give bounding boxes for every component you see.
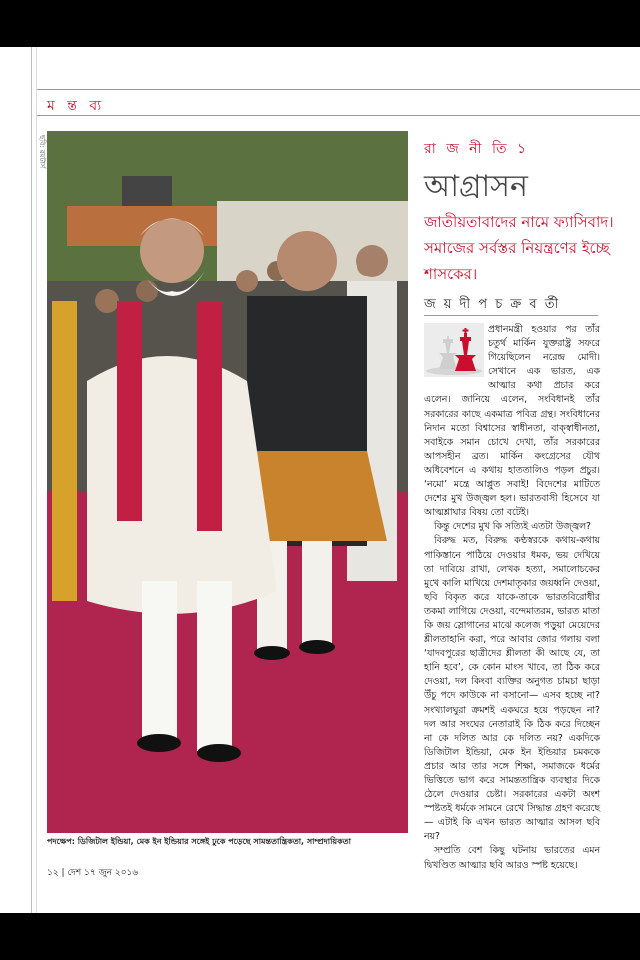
article-strapline: জাতীয়তাবাদের নামে ফ্যাসিবাদ। সমাজের সর্বস্তর নিয়ন্ত্রণের ইচ্ছে শাসকের। — [424, 213, 614, 283]
magazine-page — [0, 47, 640, 913]
lead-photo — [47, 131, 408, 833]
page-gutter-inner — [36, 47, 37, 913]
body-paragraph: বিরুদ্ধ মত, বিরুদ্ধ কণ্ঠস্বরকে কথায়-কথায় পাকিস্তানে পাঠিয়ে দেওয়ার ধমক, ভয় দেখিয়ে তা দাবিয়ে রাখা, লেখক হত্যা, সমালোচকের মুখে কালি মাখিয়ে দেশমাতৃকার জয়ধ্বনি দেওয়া, ছবি বিকৃত করে যাকে-তাকে ভারতবিরোধীর তকমা লাগিয়ে দেওয়া, বন্দেমাতরম, ভারত মাতা কি জয় স্লোগানের মাঝে কলেজ পড়ুয়া মেয়েদের শ্লীলতাহানি করা, পরে আবার জোর গলায় বলা ‘যাদবপুরের ছাত্রীদের শ্লীলতা কী আছে যে, তা হানি হবে’, কে কোন মাংস খাবে, তা ঠিক করে দেওয়া, দল কিংবা ব্যক্তির অনুগত চামচা ছাড়া উঁচু পদে কাউকে না বসানো— এসব হচ্ছে না? সংখ্যালঘুরা ক্রমশই একঘরে হয়ে পড়ছেন না? দল আর সংঘের নেতারাই কি ঠিক করে দিচ্ছেন না কে দলিত আর কে দলিত নয়? একদিকে ডিজিটাল ইন্ডিয়া, মেক ইন ইন্ডিয়ার চমককে প্রচার আর তার সঙ্গে শিক্ষা, সমাজকে ধর্মের ভিত্তিতে ভাগ করে সামন্ততান্ত্রিক ব্যবস্থার দিকে ঠেলে দেওয়ার চেষ্টা। সরকারের একটা অংশ স্পষ্টতই ধর্মকে সামনে রেখে সিদ্ধান্ত গ্রহণ করেছে— এটাই কি এখন ভারত আত্মার আসল ছবি নয়? — [424, 535, 600, 843]
body-paragraph: সম্প্রতি বেশ কিছু ঘটনায় ভারতের এমন দ্বিখণ্ডিত আত্মার ছবি আরও স্পষ্ট হয়েছে। — [424, 845, 600, 871]
lead-photo-illustration — [47, 131, 408, 833]
body-paragraph: কিন্তু দেশের মুখ কি সত্যিই এতটা উজ্জ্বল? — [434, 521, 591, 533]
header-rule — [37, 89, 640, 90]
author-rule — [424, 315, 598, 316]
article-rubric: রা জ নী তি ১ — [424, 141, 530, 157]
article-headline: আগ্রাসন — [424, 169, 528, 204]
photo-credit: ছবি: রয়টার্স — [38, 135, 46, 169]
section-rule — [37, 115, 640, 116]
page-footer: ১২ | দেশ ১৭ জুন ২০১৬ — [47, 868, 139, 878]
page-gutter — [31, 47, 32, 913]
article-body — [424, 323, 600, 873]
article-author: জ য় দী প চ ক্র ব র্তী — [424, 297, 561, 312]
chess-piece-image — [424, 323, 488, 380]
body-paragraph: প্রধানমন্ত্রী হওয়ার পর তাঁর চতুর্থ মার্কিন যুক্তরাষ্ট্র সফরে গিয়েছিলেন নরেন্দ্র মোদী। সেখানে এক ভারত, এক আত্মার কথা প্রচার করে এলেন। জানিয়ে এলেন, সংবিধানই তাঁর সরকারের কাছে একমাত্র পবিত্র গ্রন্থ। সংবিধানের নিদান মতো বিশ্বাসের স্বাধীনতা, বাক্‌স্বাধীনতা, সবাইকে সমান চোখে দেখা, তাঁর সরকারের আপসহীন ব্রত। মার্কিন কংগ্রেসের যৌথ অধিবেশনে এ কথায় হাততালিও পড়ল প্রচুর। ‘নমো’ মন্ত্রে আপ্লুত সবাই! বিদেশের মাটিতে দেশের মুখ উজ্জ্বল হল। ভারতবাসী হিসেবে যা আত্মশ্লাঘার বিষয় তো বটেই। — [424, 324, 600, 519]
section-label: ম ন্ত ব্য — [47, 98, 106, 114]
chess-king-icon — [424, 323, 484, 377]
photo-caption: পদক্ষেপ: ডিজিটাল ইন্ডিয়া, মেক ইন ইন্ডিয়ার সঙ্গেই ঢুকে পড়েছে সামন্ততান্ত্রিকতা, সাম্প্রদায়িকতা — [47, 837, 351, 846]
